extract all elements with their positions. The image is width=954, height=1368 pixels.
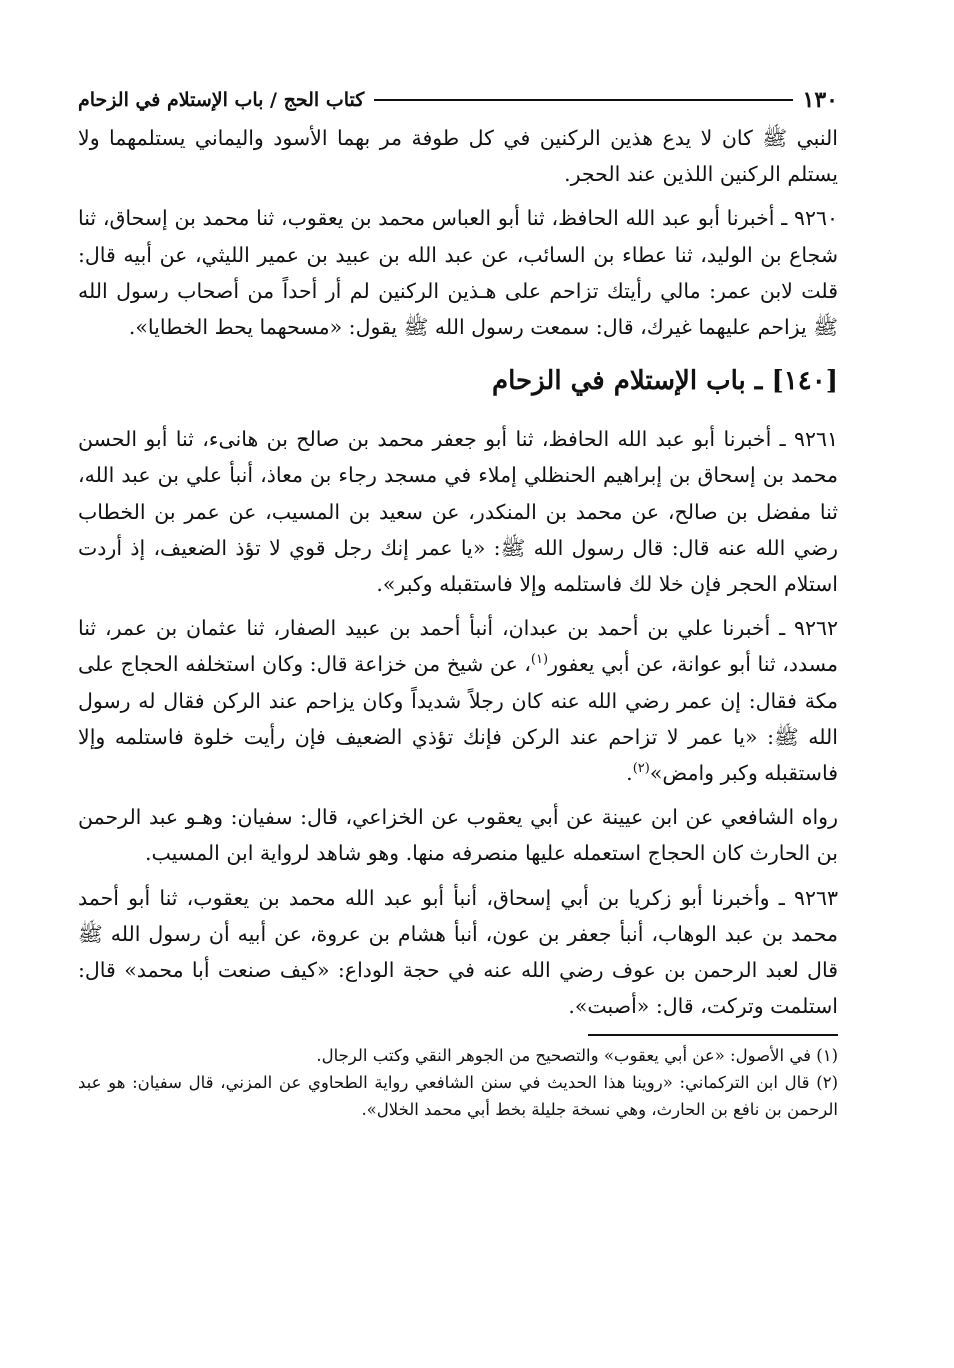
footnote-divider [588, 1034, 838, 1036]
running-title: كتاب الحج / باب الإستلام في الزحام [78, 89, 365, 111]
hadith-9260 [78, 200, 838, 345]
running-header [78, 80, 838, 120]
hadith-9263 [78, 880, 838, 1025]
footnote-1: (١) في الأصول: «عن أبي يعقوب» والتصحيح من الجوهر النقي وكتب الرجال. [316, 1046, 838, 1066]
hadith-text: . [626, 761, 633, 786]
hadith-text: ـ أخبرنا أبو عبد الله الحافظ، ثنا أبو جعفر محمد بن صالح بن هانىء، ثنا أبو الحسن محمد بن إسحاق بن إبراهيم الحنظلي إملاء في مسجد رجاء بن معاذ، أنبأ علي بن عبد الله، ثنا مفضل بن صالح، عن محمد بن المنكدر، عن سعيد بن المسيب، عن عمر بن الخطاب رضي الله عنه قال: قال رسول الله ﷺ: «يا عمر إنك رجل قوي لا تؤذ الضعيف، إذ أردت استلام الحجر فإن خلا لك فاستلمه وإلا فاستقبله وكبر». [78, 427, 838, 597]
book-page [78, 80, 838, 1123]
hadith-number: ٩٢٦١ [793, 427, 838, 452]
hadith-number: ٩٢٦٢ [793, 616, 838, 641]
hadith-text: ـ وأخبرنا أبو زكريا بن أبي إسحاق، أنبأ أبو عبد الله محمد بن يعقوب، ثنا أبو أحمد محمد بن عبد الوهاب، أنبأ جعفر بن عون، أنبأ هشام بن عروة، عن أبيه أن رسول الله ﷺ قال لعبد الرحمن بن عوف رضي الله عنه في حجة الوداع: «كيف صنعت أبا محمد» قال: استلمت وتركت، قال: «أصبت». [78, 885, 838, 1019]
hadith-number: ٩٢٦٣ [793, 885, 838, 910]
header-rule [374, 99, 792, 101]
hadith-9261 [78, 421, 838, 602]
hadith-9262 [78, 610, 838, 791]
hadith-text: ـ أخبرنا أبو عبد الله الحافظ، ثنا أبو العباس محمد بن يعقوب، ثنا محمد بن إسحاق، ثنا شجاع بن الوليد، ثنا عطاء بن السائب، عن عبد الله بن عبيد بن عمير الليثي، عن أبيه قال: قلت لابن عمر: مالي رأيتك تزاحم على هـذين الركنين لم أر أحداً من أصحاب رسول الله ﷺ يزاحم عليهما غيرك، قال: سمعت رسول الله ﷺ يقول: «مسحهما يحط الخطايا». [78, 206, 838, 340]
page-number: ١٣٠ [802, 87, 838, 113]
main-text [78, 120, 838, 1024]
footnote-2: (٢) قال ابن التركماني: «روينا هذا الحديث في سنن الشافعي رواية الطحاوي عن المزني، قال سفيان: هو عبد الرحمن بن نافع بن الحارث، وهي نسخة جليلة بخط أبي محمد الخلال». [78, 1073, 838, 1120]
footnotes [78, 1042, 838, 1123]
footnote-marker-2[interactable]: (٢) [632, 761, 650, 777]
hadith-text: ـ أخبرنا علي بن أحمد بن عبدان، أنبأ أحمد بن عبيد الصفار، ثنا عثمان بن عمر، ثنا مسدد، ثنا أبو عوانة، عن أبي يعفور [78, 616, 838, 677]
hadith-number: ٩٢٦٠ [793, 206, 838, 231]
hadith-text: ، عن شيخ من خزاعة قال: وكان استخلفه الحجاج على مكة فقال: إن عمر رضي الله عنه كان رجلاً شديداً وكان يزاحم عند الركن فقال له رسول الله ﷺ: «يا عمر لا تزاحم عند الركن فإنك تؤذي الضعيف فإن رأيت خلوة فاستلمه وإلا فاستقبله وكبر وامض» [78, 652, 838, 786]
footnote-marker-1[interactable]: (١) [530, 652, 549, 668]
chapter-heading: [١٤٠] ـ باب الإستلام في الزحام [491, 366, 838, 397]
commentary-paragraph: رواه الشافعي عن ابن عيينة عن أبي يعقوب عن الخزاعي، قال: سفيان: وهـو عبد الرحمن بن الحارث كان الحجاج استعمله عليها منصرفه منها. وهو شاهد لرواية ابن المسيب. [78, 805, 838, 866]
paragraph-continued: النبي ﷺ كان لا يدع هذين الركنين في كل طوفة مر بهما الأسود واليماني يستلمهما ولا يستلم الركنين اللذين عند الحجر. [78, 126, 838, 187]
